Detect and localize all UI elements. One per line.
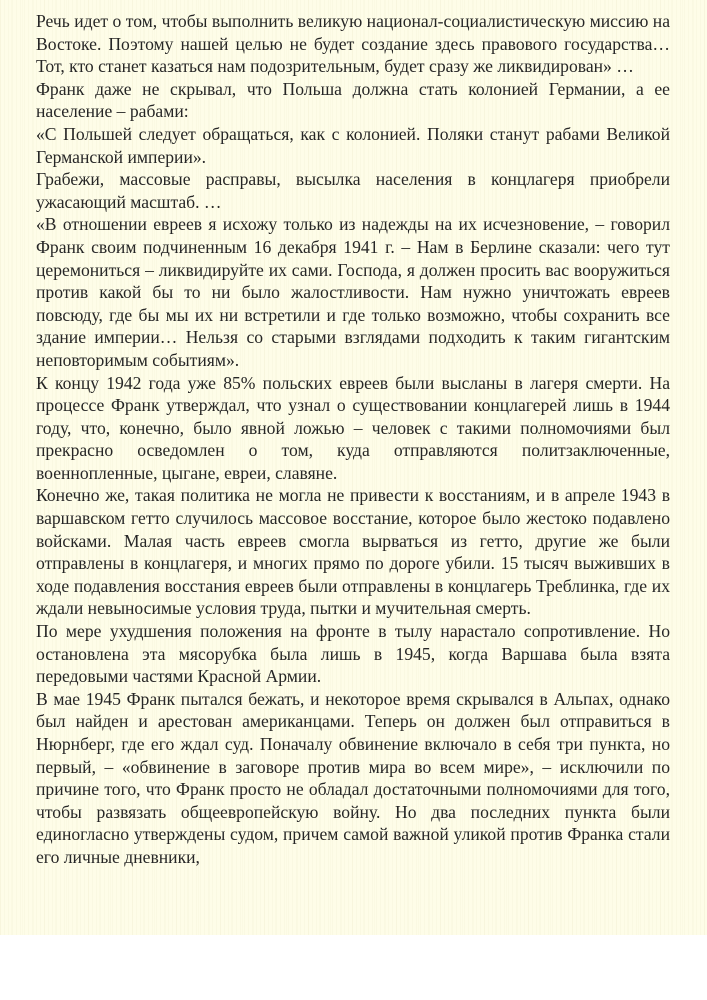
paragraph-frank-poland: Франк даже не скрывал, что Польша должна стать колонией Германии, а ее население – рабами: — [36, 78, 670, 122]
document-body — [36, 10, 670, 869]
paragraph-nuremberg: В мае 1945 Франк пытался бежать, и некоторое время скрывался в Альпах, однако был найден и арестован американцами. Теперь он должен был отправиться в Нюрнберг, где его ждал суд. Поначалу обвинение включало в себя три пункта, но первый, – «обвинение в заговоре против мира во всем мире», – исключили по причине того, что Франк просто не обладал достаточными полномочиями для того, чтобы развязать общеевропейскую войну. Но два последних пункта были единогласно утверждены судом, причем самой важной уликой против Франка стали его личные дневники, — [36, 688, 670, 867]
paragraph-quote-continuation: Речь идет о том, чтобы выполнить великую национал-социалистическую миссию на Востоке. Поэтому нашей целью не будет создание здесь правового государства… Тот, кто станет казаться нам подозрительным, будет сразу же ликвидирован» … — [36, 11, 670, 77]
paragraph-resistance: По мере ухудшения положения на фронте в тылу нарастало сопротивление. Но остановлена эта мясорубка была лишь в 1945, когда Варшава была взята передовыми частями Красной Армии. — [36, 621, 670, 687]
paragraph-robbery: Грабежи, массовые расправы, высылка населения в концлагеря приобрели ужасающий масштаб. … — [36, 169, 670, 212]
paragraph-quote-jews: «В отношении евреев я исхожу только из надежды на их исчезновение, – говорил Франк своим подчиненным 16 декабря 1941 г. – Нам в Берлине сказали: чего тут церемониться – ликвидируйте их сами. Господа, я должен просить вас вооружиться против какой бы то ни было жалостливости. Нам нужно уничтожать евреев повсюду, где бы мы их ни встретили и где только возможно, чтобы сохранить все здание империи… Нельзя со старыми взглядами подходить к таким гигантским неповторимым событиям». — [36, 214, 670, 370]
paragraph-quote-colony: «С Польшей следует обращаться, как с колонией. Поляки станут рабами Великой Германской империи». — [36, 123, 670, 167]
paragraph-1942: К концу 1942 года уже 85% польских евреев были высланы в лагеря смерти. На процессе Франк утверждал, что узнал о существовании концлагерей лишь в 1944 году, что, конечно, было явной ложью – человек с такими полномочиями был прекрасно осведомлен о том, куда отправляются политзаключенные, военнопленные, цыгане, евреи, славяне. — [36, 372, 670, 483]
paragraph-uprising: Конечно же, такая политика не могла не привести к восстаниям, и в апреле 1943 в варшавском гетто случилось массовое восстание, которое было жестоко подавлено войсками. Малая часть евреев смогла вырваться из гетто, другие же были отправлены в концлагеря, и многих прямо по дороге убили. 15 тысяч выживших в ходе подавления восстания евреев были отправлены в концлагерь Треблинка, где их ждали невыносимые условия труда, пытки и мучительная смерть. — [36, 485, 670, 619]
